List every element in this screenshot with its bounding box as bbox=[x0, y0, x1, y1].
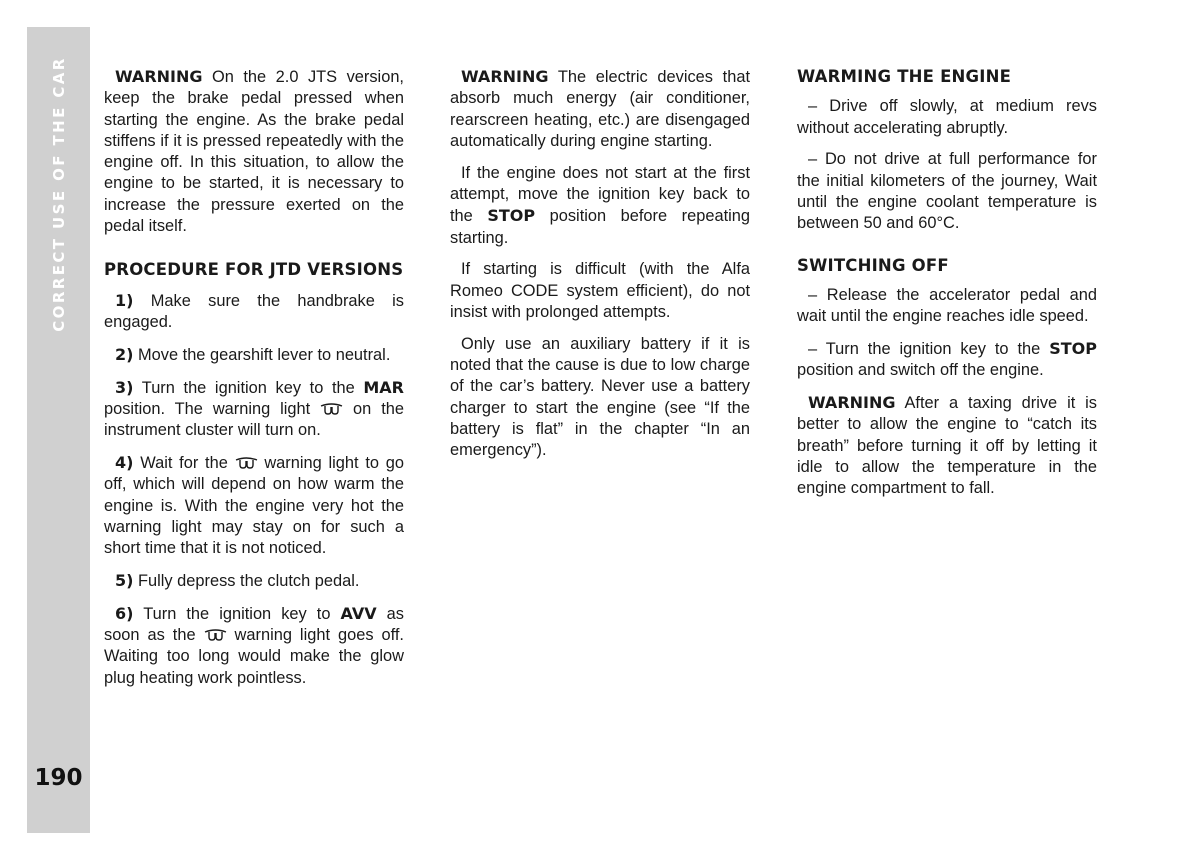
glow-plug-warning-icon bbox=[204, 629, 227, 641]
step-5 bbox=[104, 570, 404, 592]
step-text: Wait for the bbox=[133, 453, 235, 472]
step-number: 1) bbox=[115, 290, 134, 310]
step-text: Fully depress the clutch pedal. bbox=[133, 571, 360, 590]
step-text: warning light goes off. Waiting too long would make the glow plug heating work pointless. bbox=[104, 626, 404, 687]
column-1 bbox=[104, 66, 404, 699]
paragraph-text: position and switch off the engine. bbox=[797, 361, 1044, 380]
section-label-text: CORRECT USE OF THE CAR bbox=[49, 56, 68, 332]
heading-switching-off: SWITCHING OFF bbox=[797, 255, 949, 275]
step-number: 6) bbox=[115, 603, 134, 623]
step-text: warning light to go off, which will depend on how warm the engine is. With the engine very hot the warning light may stay on for such a short time that it is not noticed. bbox=[104, 453, 404, 558]
paragraph-auxiliary-battery: Only use an auxiliary battery if it is noted that the cause is due to low charge of the car’s battery. Never use a battery charger to start the engine (see “If the battery is flat” in the chapter “In an emergency”). bbox=[450, 334, 750, 460]
warning-electric-devices bbox=[450, 66, 750, 152]
column-3 bbox=[797, 66, 1097, 510]
step-4 bbox=[104, 452, 404, 559]
heading-jtd-procedure: PROCEDURE FOR JTD VERSIONS bbox=[104, 260, 404, 280]
glow-plug-warning-icon bbox=[320, 403, 343, 415]
step-text: Turn the ignition key to bbox=[133, 604, 341, 623]
paragraph-turn-key-stop bbox=[797, 338, 1097, 382]
key-position-stop: STOP bbox=[487, 206, 536, 226]
warning-keyword: WARNING bbox=[808, 393, 896, 413]
step-number: 5) bbox=[115, 570, 134, 590]
key-position-mar: MAR bbox=[363, 377, 404, 397]
paragraph-text: – Turn the ignition key to the bbox=[808, 339, 1050, 358]
section-label bbox=[27, 27, 90, 347]
warning-catch-breath bbox=[797, 392, 1097, 499]
step-2 bbox=[104, 344, 404, 366]
step-number: 4) bbox=[115, 452, 134, 472]
step-text: Make sure the handbrake is engaged. bbox=[104, 291, 404, 331]
warning-brake-pedal bbox=[104, 66, 404, 237]
step-text: Turn the ignition key to the bbox=[133, 378, 364, 397]
paragraph-full-performance: – Do not drive at full performance for the initial kilometers of the journey, Wait until the engine coolant temperature is between 50 and 60°C. bbox=[797, 150, 1097, 233]
step-text: position. The warning light bbox=[104, 399, 321, 418]
step-1 bbox=[104, 290, 404, 334]
step-6 bbox=[104, 603, 404, 689]
glow-plug-warning-icon bbox=[235, 457, 258, 469]
step-text: as soon as the bbox=[104, 604, 404, 645]
heading-warming-engine: WARMING THE ENGINE bbox=[797, 67, 1012, 86]
paragraph-release-accelerator: – Release the accelerator pedal and wait until the engine reaches idle speed. bbox=[797, 285, 1097, 326]
column-2 bbox=[450, 66, 750, 472]
step-number: 3) bbox=[115, 377, 134, 397]
step-text: Move the gearshift lever to neutral. bbox=[133, 345, 391, 364]
paragraph-starting-difficult: If starting is difficult (with the Alfa Romeo CODE system efficient), do not insist with prolonged attempts. bbox=[450, 260, 750, 321]
paragraph-text: position before repeating starting. bbox=[450, 207, 751, 247]
key-position-stop: STOP bbox=[1049, 338, 1097, 358]
warning-text: The electric devices that absorb much energy (air conditioner, rearscreen heating, etc.) are disengaged automatically during engine starting. bbox=[450, 68, 750, 150]
key-position-avv: AVV bbox=[340, 603, 377, 623]
warning-text: After a taxing drive it is better to allow the engine to “catch its breath” before turning it off by letting it idle to allow the temperature in the engine compartment to fall. bbox=[797, 394, 1097, 498]
step-text: on the instrument cluster will turn on. bbox=[104, 399, 404, 440]
step-3 bbox=[104, 377, 404, 442]
warning-keyword: WARNING bbox=[115, 67, 203, 86]
paragraph-drive-off-slowly: – Drive off slowly, at medium revs without accelerating abruptly. bbox=[797, 97, 1097, 137]
warning-keyword: WARNING bbox=[461, 67, 549, 86]
warning-text: On the 2.0 JTS version, keep the brake pedal pressed when starting the engine. As the brake pedal stiffens if it is pressed repeatedly with the engine off. In this situation, to allow the engine to be started, it is necessary to increase the pressure exerted on the pedal itself. bbox=[104, 68, 404, 236]
paragraph-engine-not-start bbox=[450, 163, 750, 249]
step-number: 2) bbox=[115, 344, 134, 364]
paragraph-text: If the engine does not start at the first attempt, move the ignition key back to the bbox=[450, 163, 750, 226]
page-number: 190 bbox=[34, 765, 83, 791]
